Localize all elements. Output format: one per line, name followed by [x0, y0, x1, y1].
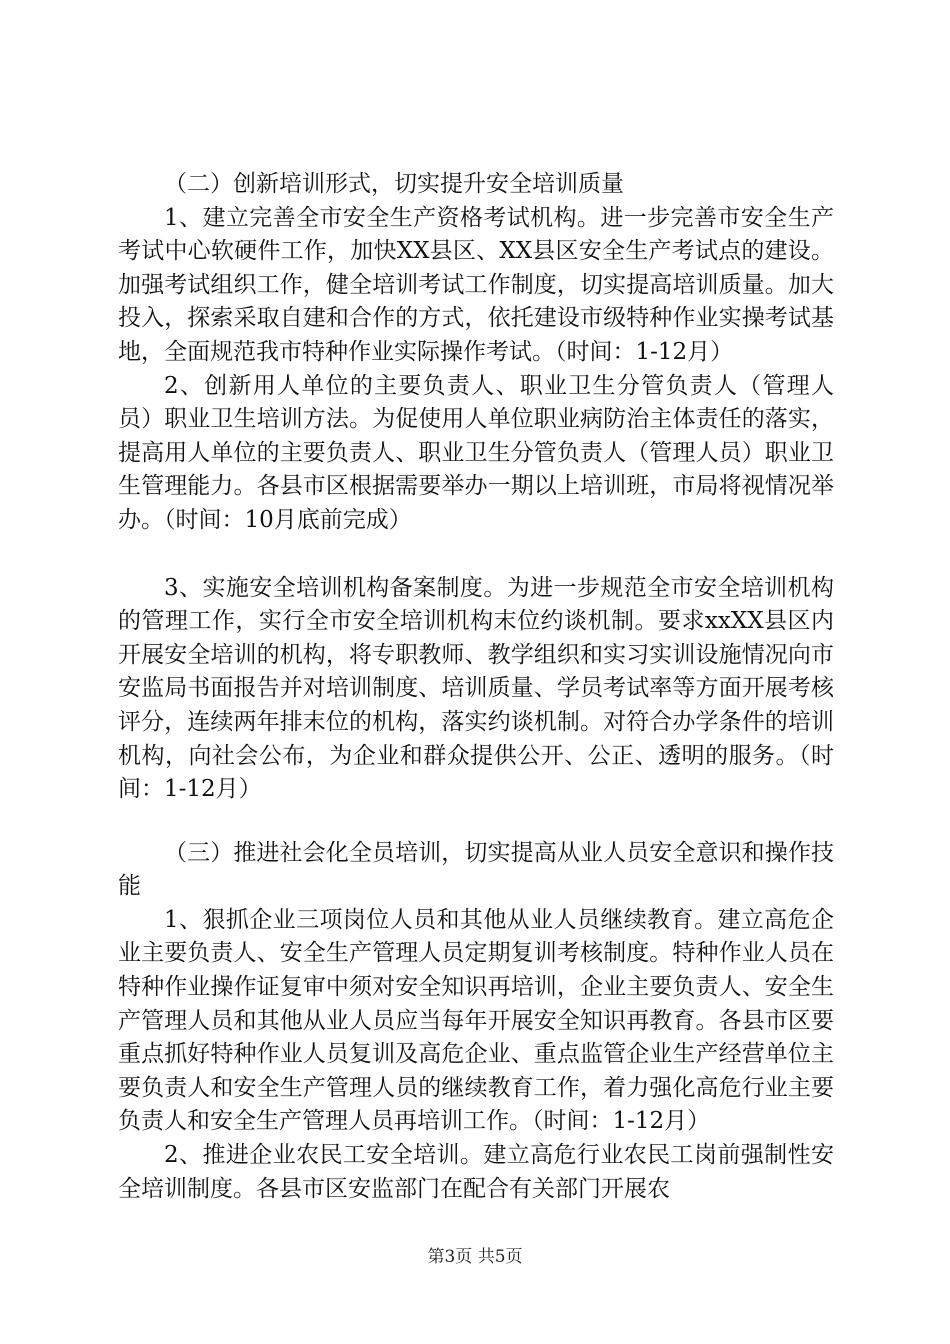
section-heading-3: （三）推进社会化全员培训，切实提高从业人员安全意识和操作技能 [118, 839, 834, 900]
paragraph-2-2: 2、创新用人单位的主要负责人、职业卫生分管负责人（管理人员）职业卫生培训方法。为促使用人单位职业病防治主体责任的落实，提高用人单位的主要负责人、职业卫生分管负责人（管理人员）职业卫生管理能力。各县市区根据需要举办一期以上培训班，市局将视情况举办。（时间：10月底前完成） [118, 372, 834, 533]
paragraph-2-3: 3、实施安全培训机构备案制度。为进一步规范全市安全培训机构的管理工作，实行全市安全培训机构末位约谈机制。要求xxXX县区内开展安全培训的机构，将专职教师、教学组织和实习实训设施情况向市安监局书面报告并对培训制度、培训质量、学员考试率等方面开展考核评分，连续两年排末位的机构，落实约谈机制。对符合办学条件的培训机构，向社会公布，为企业和群众提供公开、公正、透明的服务。（时间：1-12月） [118, 574, 834, 803]
paragraph-spacer [118, 807, 834, 837]
paragraph-3-1: 1、狠抓企业三项岗位人员和其他从业人员继续教育。建立高危企业主要负责人、安全生产管理人员定期复训考核制度。特种作业人员在特种作业操作证复审中须对安全知识再培训，企业主要负责人、安全生产管理人员和其他从业人员应当每年开展安全知识再教育。各县市区要重点抓好特种作业人员复训及高危企业、重点监管企业生产经营单位主要负责人和安全生产管理人员的继续教育工作，着力强化高危行业主要负责人和安全生产管理人员再培训工作。（时间：1-12月） [118, 906, 834, 1135]
section-heading-2: （二）创新培训形式，切实提升安全培训质量 [164, 171, 624, 197]
paragraph-2-1: 1、建立完善全市安全生产资格考试机构。进一步完善市安全生产考试中心软硬件工作，加快XX县区、XX县区安全生产考试点的建设。加强考试组织工作，健全培训考试工作制度，切实提高培训质量。加大投入，探索采取自建和合作的方式，依托建设市级特种作业实操考试基地，全面规范我市特种作业实际操作考试。（时间：1-12月） [118, 204, 834, 365]
document-body [118, 168, 834, 1206]
paragraph-3-2: 2、推进企业农民工安全培训。建立高危行业农民工岗前强制性安全培训制度。各县市区安监部门在配合有关部门开展农 [118, 1142, 834, 1202]
page-number-footer: 第3页 共5页 [427, 1247, 523, 1267]
paragraph-spacer [118, 538, 834, 572]
